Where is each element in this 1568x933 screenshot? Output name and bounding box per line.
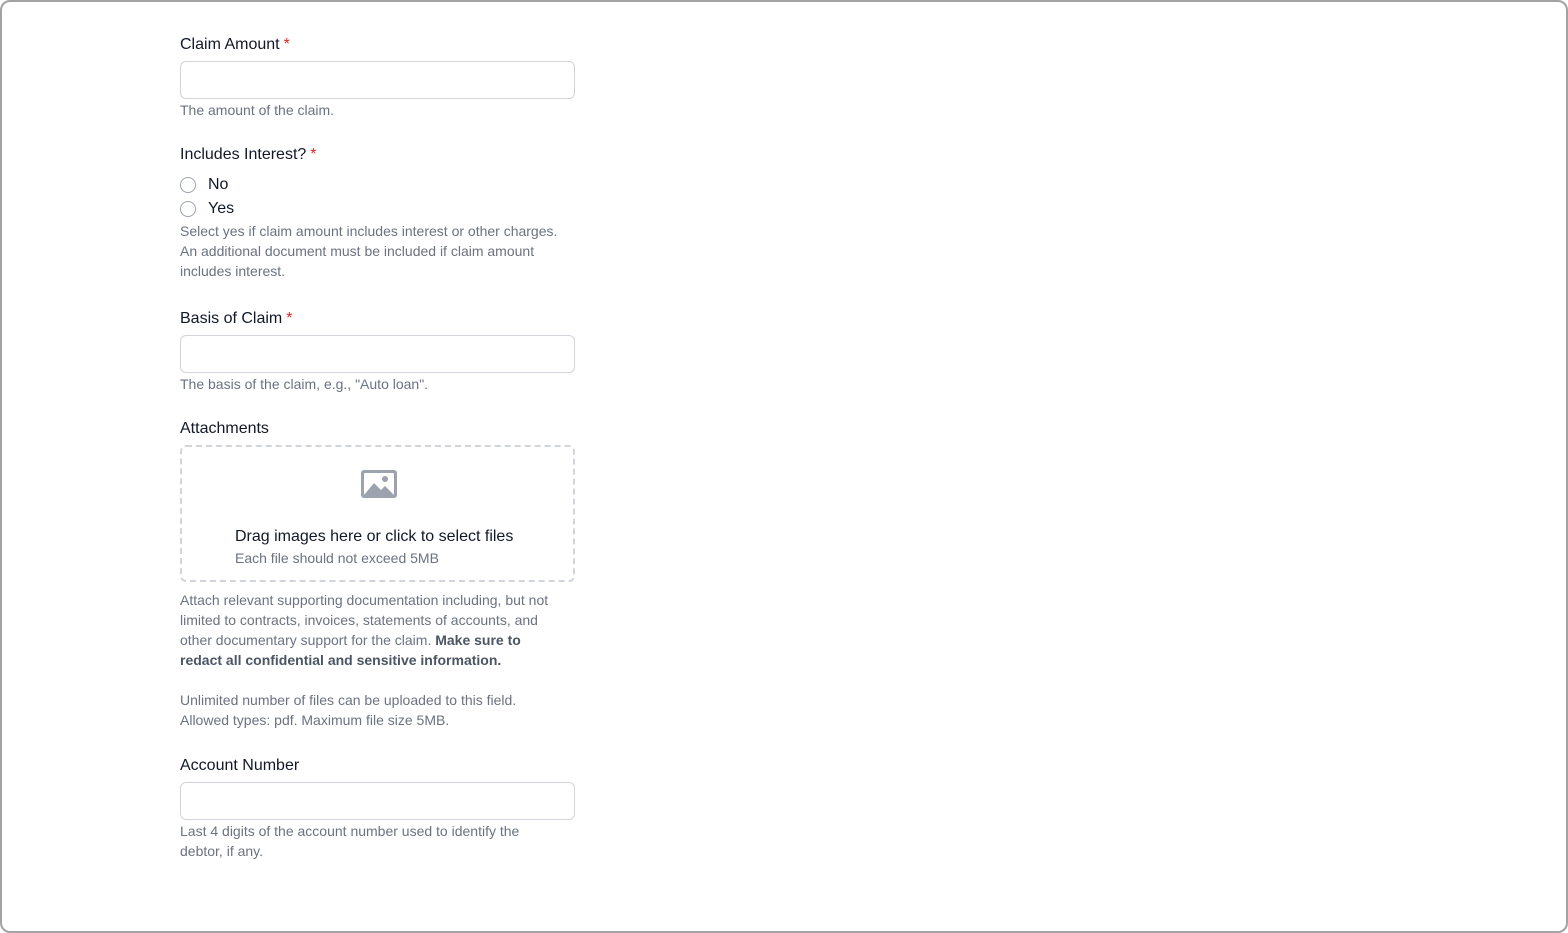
account-number-help: Last 4 digits of the account number used to identify the debtor, if any. bbox=[180, 823, 520, 859]
attachments-help: Attach relevant supporting documentation including, but not limited to contracts, invoices, statements of accounts, and other documentary support for the claim. Make sure to redact all confidential and sensitive information. bbox=[180, 592, 549, 668]
attachments-label: Attachments bbox=[180, 420, 269, 437]
redact-warning-cont: redact all confidential and sensitive information. bbox=[180, 652, 502, 668]
claim-amount-help: The amount of the claim. bbox=[180, 102, 335, 118]
account-number-field bbox=[180, 756, 575, 861]
basis-of-claim-label: Basis of Claim * bbox=[180, 310, 293, 327]
dropzone-title: Drag images here or click to select files bbox=[235, 528, 514, 545]
basis-of-claim-input[interactable] bbox=[180, 335, 575, 373]
includes-interest-help: Select yes if claim amount includes interest or other charges. An additional document must be included if claim amount includes interest. bbox=[180, 223, 558, 279]
attachments-limits: Unlimited number of files can be uploaded to this field. Allowed types: pdf. Maximum file size 5MB. bbox=[180, 692, 517, 728]
file-dropzone[interactable] bbox=[180, 445, 575, 582]
account-number-label: Account Number bbox=[180, 757, 300, 774]
redact-warning: Make sure to bbox=[435, 632, 521, 648]
radio-yes[interactable] bbox=[180, 201, 196, 217]
basis-of-claim-help: The basis of the claim, e.g., "Auto loan". bbox=[180, 376, 429, 392]
radio-label-yes[interactable]: Yes bbox=[208, 200, 235, 217]
basis-of-claim-field bbox=[180, 309, 575, 394]
claim-amount-label: Claim Amount * bbox=[180, 36, 290, 53]
claim-amount-input[interactable] bbox=[180, 61, 575, 99]
dropzone-subtitle: Each file should not exceed 5MB bbox=[235, 550, 439, 566]
image-icon bbox=[360, 469, 398, 499]
required-asterisk: * bbox=[310, 146, 317, 163]
includes-interest-label: Includes Interest? * bbox=[180, 146, 317, 163]
required-asterisk: * bbox=[286, 310, 293, 327]
radio-option-yes[interactable] bbox=[180, 197, 575, 221]
includes-interest-field bbox=[180, 145, 575, 281]
radio-group bbox=[180, 173, 575, 221]
radio-option-no[interactable] bbox=[180, 173, 575, 197]
radio-no[interactable] bbox=[180, 177, 196, 193]
account-number-input[interactable] bbox=[180, 782, 575, 820]
claim-amount-field bbox=[180, 35, 575, 120]
required-asterisk: * bbox=[283, 36, 290, 53]
radio-label-no[interactable]: No bbox=[208, 176, 229, 193]
attachments-field bbox=[180, 419, 575, 730]
